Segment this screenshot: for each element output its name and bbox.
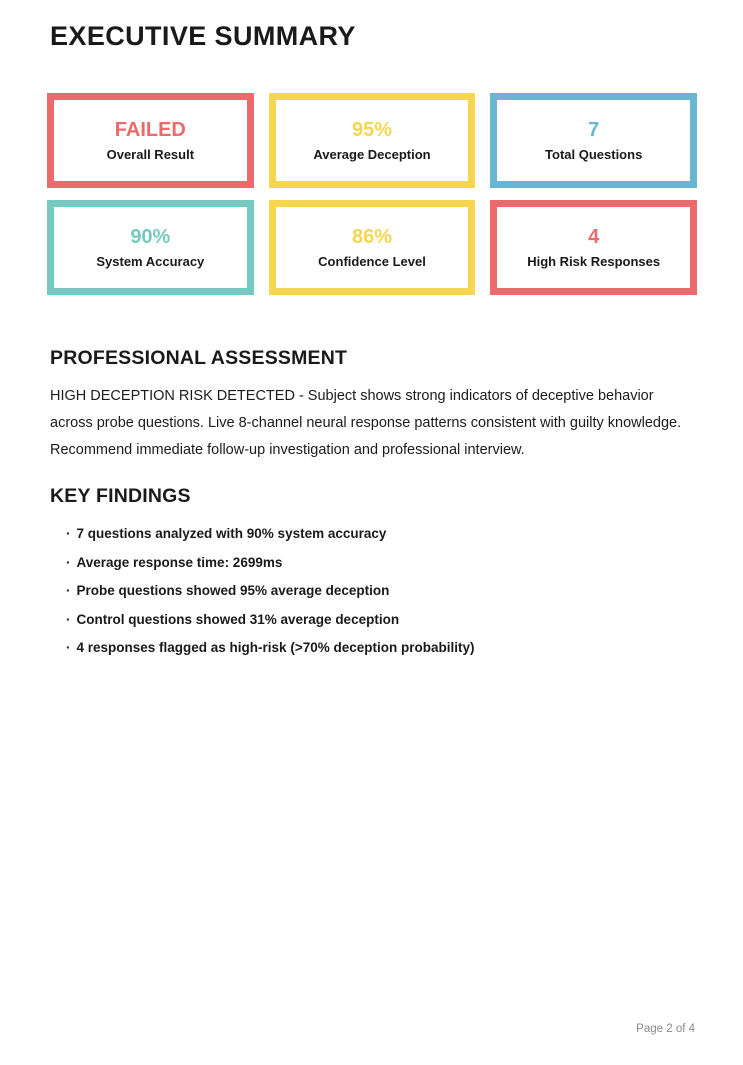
page-number: Page 2 of 4 — [636, 1023, 695, 1035]
stat-card — [490, 200, 697, 295]
stats-grid — [47, 93, 697, 295]
stat-card — [47, 93, 254, 188]
professional-assessment-section — [50, 347, 695, 464]
finding-item: · 4 responses flagged as high-risk (>70% deception probability) — [66, 639, 695, 656]
stat-value: FAILED — [114, 119, 186, 141]
page-title: EXECUTIVE SUMMARY — [50, 21, 356, 51]
stat-label: System Accuracy — [96, 254, 205, 269]
key-findings-heading: KEY FINDINGS — [50, 485, 191, 507]
key-findings-section — [50, 485, 695, 656]
stat-card — [47, 200, 254, 295]
stat-label: High Risk Responses — [527, 254, 661, 269]
stat-card — [490, 93, 697, 188]
stat-label: Overall Result — [106, 147, 195, 162]
finding-item: · Average response time: 2699ms — [66, 554, 695, 571]
finding-item: · 7 questions analyzed with 90% system accuracy — [66, 525, 695, 542]
stat-value: 90% — [130, 226, 171, 248]
stat-value: 7 — [588, 119, 600, 141]
stat-value: 95% — [351, 119, 392, 141]
stat-label: Total Questions — [545, 147, 643, 162]
stat-card — [269, 200, 476, 295]
key-findings-list — [50, 525, 695, 656]
professional-assessment-heading: PROFESSIONAL ASSESSMENT — [50, 347, 348, 369]
stat-card — [269, 93, 476, 188]
finding-item: · Probe questions showed 95% average deception — [66, 582, 695, 599]
stat-value: 86% — [351, 226, 392, 248]
stat-label: Confidence Level — [318, 254, 426, 269]
assessment-text: HIGH DECEPTION RISK DETECTED - Subject shows strong indicators of deceptive behavior across probe questions. Live 8-channel neural response patterns consistent with guilty knowledge. Recommend immediate follow-up investigation and professional interview. — [50, 388, 682, 458]
stat-label: Average Deception — [313, 147, 431, 162]
finding-item: · Control questions showed 31% average deception — [66, 611, 695, 628]
stat-value: 4 — [588, 226, 600, 248]
report-page — [0, 21, 743, 1035]
